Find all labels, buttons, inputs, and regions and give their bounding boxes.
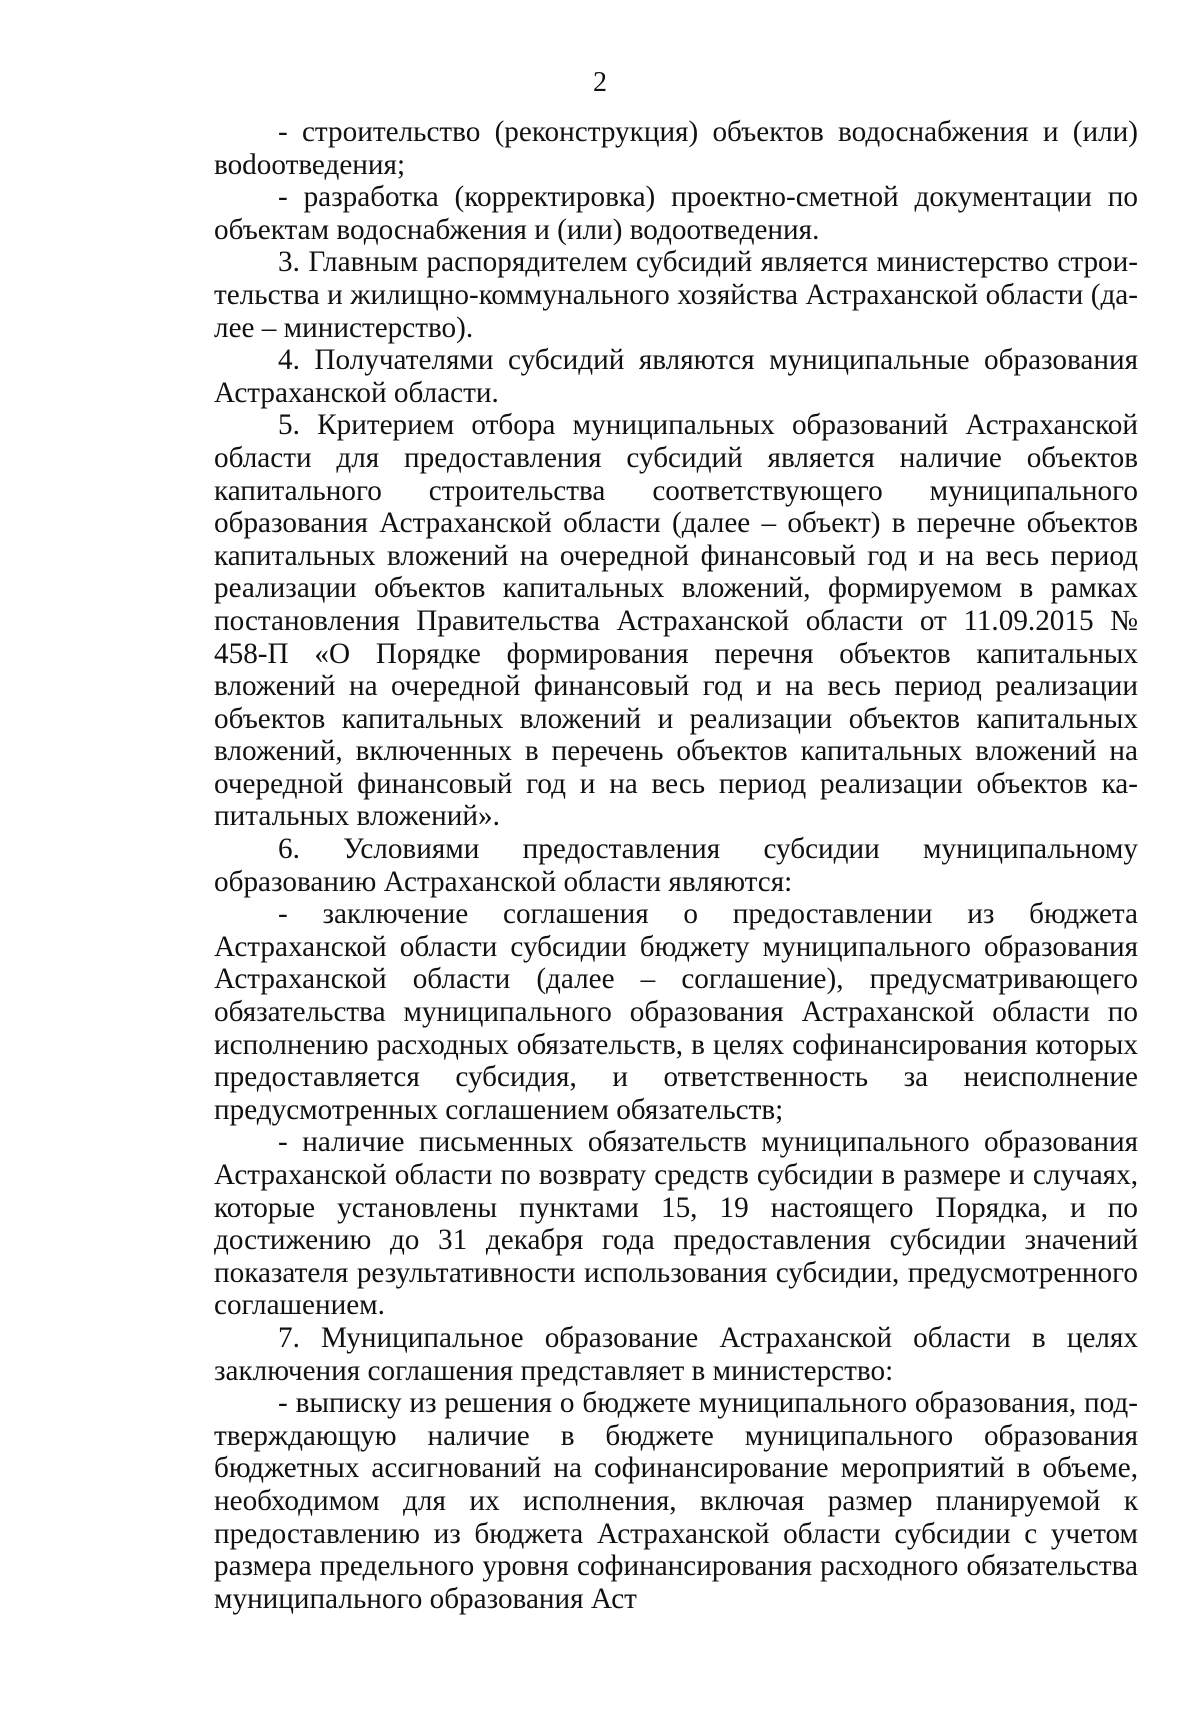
paragraph-bullet-budget-extract: - выписку из решения о бюджете муниципального образования, подтверждающую наличие в бюджете муниципального образования бюджетных ассигнований на софинансирование мероприятий в объеме, необходимом для их исполнения, включая размер планируемой к предоставлению из бюджета Астраханской области субсидии с учетом размера предельного уровня софинансирования расходного обязательства муниципального образования Аст bbox=[214, 1387, 1138, 1615]
paragraph-6-conditions: 6. Условиями предоставления субсидии муниципальному образованию Астраханской области являются: bbox=[214, 833, 1138, 898]
paragraph-3-chief-administrator: 3. Главным распорядителем субсидий является министерство строительства и жилищно-коммунального хозяйства Астраханской области (далее – министерство). bbox=[214, 246, 1138, 344]
paragraph-4-recipients: 4. Получателями субсидий являются муниципальные образования Астраханской области. bbox=[214, 344, 1138, 409]
paragraph-bullet-design-documentation: - разработка (корректировка) проектно-сметной документации по объектам водоснабжения и (или) водоотведения. bbox=[214, 181, 1138, 246]
paragraph-7-submission: 7. Муниципальное образование Астраханской области в целях заключения соглашения представляет в министерство: bbox=[214, 1321, 1138, 1387]
document-body bbox=[214, 116, 1138, 1615]
paragraph-5-selection-criterion: 5. Критерием отбора муниципальных образований Астраханской области для предоставления субсидий является наличие объектов капитального строительства соответствующего муниципального образования Астраханской области (далее – объект) в перечне объектов капитальных вложений на очередной финансовый год и на весь период реализации объектов капитальных вложений, формируемом в рамках постановления Правительства Астраханской области от 11.09.2015 № 458-П «О Порядке формирования перечня объектов капитальных вложений на очередной финансовый год и на весь период реализации объектов капитальных вложений и реализации объектов капитальных вложений, включенных в перечень объектов капитальных вложений на очередной финансовый год и на весь период реализации объектов капитальных вложений». bbox=[214, 409, 1138, 833]
paragraph-bullet-written-obligations: - наличие письменных обязательств муниципального образования Астраханской области по возврату средств субсидии в размере и случаях, которые установлены пунктами 15, 19 настоящего Порядка, и по достижению до 31 декабря года предоставления субсидии значений показателя результативности использования субсидии, предусмотренного соглашением. bbox=[214, 1126, 1138, 1322]
page-number: 2 bbox=[593, 67, 607, 98]
paragraph-bullet-agreement: - заключение соглашения о предоставлении из бюджета Астраханской области субсидии бюджету муниципального образования Астраханской области (далее – соглашение), предусматривающего обязательства муниципального образования Астраханской области по исполнению расходных обязательств, в целях софинансирования которых предоставляется субсидия, и ответственность за неисполнение предусмотренных соглашением обязательств; bbox=[214, 898, 1138, 1126]
paragraph-bullet-construction: - строительство (реконструкция) объектов водоснабжения и (или) воdоотведения; bbox=[214, 116, 1138, 181]
